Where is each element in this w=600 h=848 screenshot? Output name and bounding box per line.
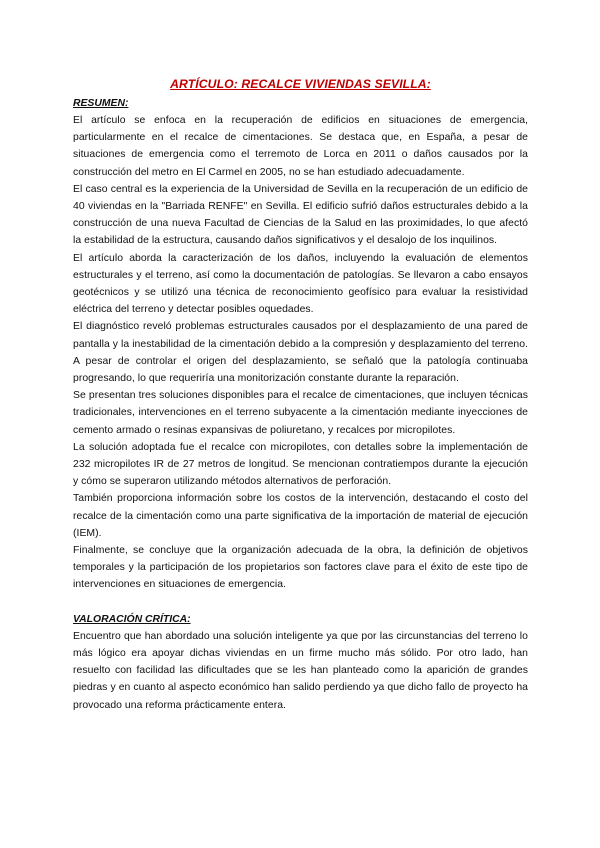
summary-paragraph: También proporciona información sobre los costos de la intervención, destacando el costo del recalce de la cimentación como una parte significativa de la importación de material de ejecución (IEM). [73, 493, 528, 539]
summary-paragraph: El artículo aborda la caracterización de los daños, incluyendo la evaluación de elementos estructurales y el terreno, así como la documentación de patologías. Se llevaron a cabo ensayos geotécnicos y se utilizó una técnica de reconocimiento geofísico para evaluar la resistividad eléctrica del terreno y detectar posibles oquedades. [73, 252, 528, 316]
critique-paragraph: Encuentro que han abordado una solución inteligente ya que por las circunstancias del terreno lo más lógico era apoyar dichas viviendas en un firme mucho más sólido. Por otro lado, han resuelto con facilidad las dificultades que se les han planteado como la aparición de grandes piedras y en cuanto al aspecto económico han salido perdiendo ya que dicho fallo de proyecto ha provocado una reforma prácticamente entera. [73, 630, 528, 711]
document-page [73, 76, 528, 714]
document-title: ARTÍCULO: RECALCE VIVIENDAS SEVILLA: [170, 77, 431, 91]
critique-heading: VALORACIÓN CRÍTICA: [73, 613, 191, 625]
section-divider [73, 594, 528, 612]
summary-paragraph: La solución adoptada fue el recalce con micropilotes, con detalles sobre la implementación de 232 micropilotes IR de 27 metros de longitud. Se mencionan contratiempos durante la ejecución y cómo se superaron utilizando métodos alternativos de perforación. [73, 441, 528, 488]
summary-heading: RESUMEN: [73, 98, 129, 109]
summary-paragraph: Se presentan tres soluciones disponibles para el recalce de cimentaciones, que incluyen técnicas tradicionales, intervenciones en el terreno subyacente a la cimentación mediante inyecciones de cemento armado o resinas expansivas de poliuretano, y recalces por micropilotes. [73, 390, 528, 436]
summary-paragraph: El artículo se enfoca en la recuperación de edificios en situaciones de emergencia, particularmente en el recalce de cimentaciones. Se destaca que, en España, a pesar de situaciones de emergencia como el terremoto de Lorca en 2011 o daños causados por la construcción del metro en El Carmel en 2005, no se han estudiado adecuadamente. [73, 115, 528, 178]
summary-paragraph: El caso central es la experiencia de la Universidad de Sevilla en la recuperación de un edificio de 40 viviendas en la "Barriada RENFE" en Sevilla. El edificio sufrió daños estructurales debido a la construcción de una nueva Facultad de Ciencias de la Salud en las proximidades, lo que afectó la estabilidad de la estructura, causando daños significativos y el desalojo de los inquilinos. [73, 183, 528, 247]
summary-paragraph: El diagnóstico reveló problemas estructurales causados por el desplazamiento de una pared de pantalla y la inestabilidad de la cimentación debido a la compresión y desplazamiento del terreno. A pesar de controlar el origen del desplazamiento, se señaló que la patología continuaba progresando, lo que requeriría una monitorización constante durante la reparación. [73, 321, 528, 385]
summary-paragraph: Finalmente, se concluye que la organización adecuada de la obra, la definición de objetivos temporales y la participación de los propietarios son factores clave para el éxito de este tipo de intervenciones en situaciones de emergencia. [73, 545, 528, 591]
